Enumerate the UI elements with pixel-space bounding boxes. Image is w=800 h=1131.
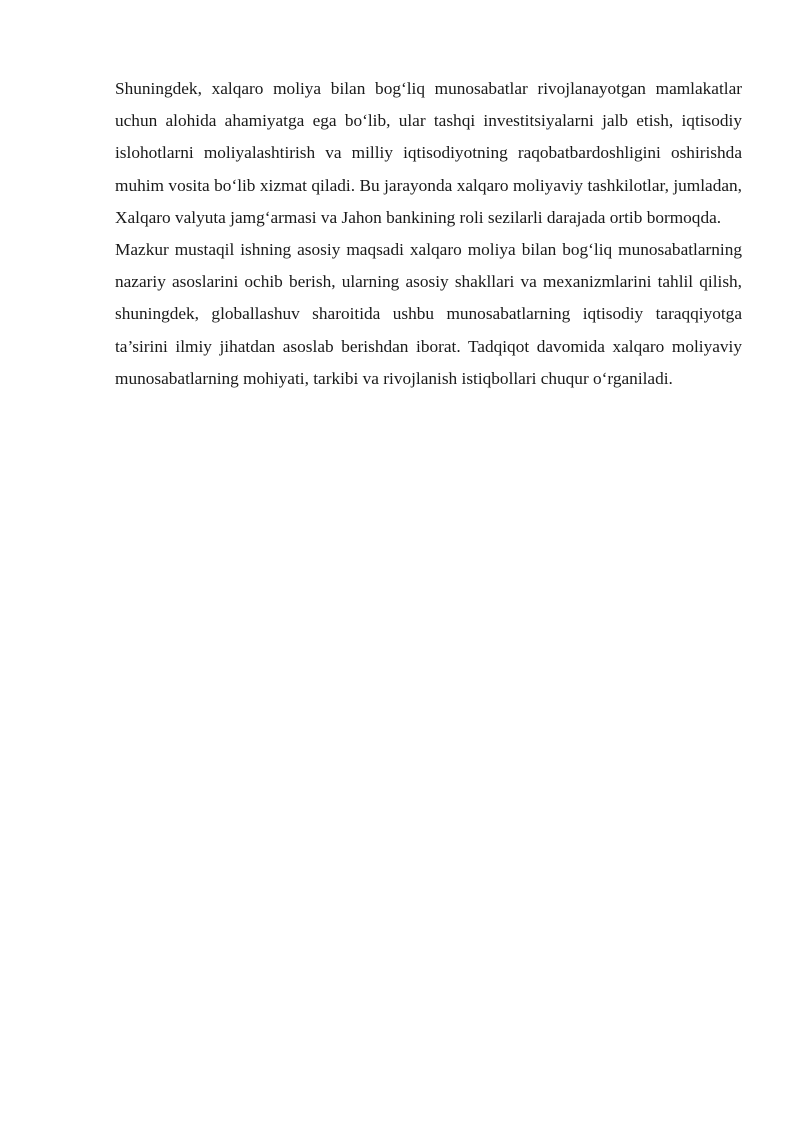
paragraph-1: Shuningdek, xalqaro moliya bilan bog‘liq munosabatlar rivojlanayotgan mamlakatlar uchun alohida ahamiyatga ega bo‘lib, ular tashqi investitsiyalarni jalb etish, iqtisodiy islohotlarni moliyalashtirish va milliy iqtisodiyotning raqobatbardoshligini oshirishda muhim vosita bo‘lib xizmat qiladi. Bu jarayonda xalqaro moliyaviy tashkilotlar, jumladan, Xalqaro valyuta jamg‘armasi va Jahon bankining roli sezilarli darajada ortib bormoqda. [115,79,742,227]
document-body [115,73,742,395]
paragraph-2: Mazkur mustaqil ishning asosiy maqsadi xalqaro moliya bilan bog‘liq munosabatlarning nazariy asoslarini ochib berish, ularning asosiy shakllari va mexanizmlarini tahlil qilish, shuningdek, globallashuv sharoitida ushbu munosabatlarning iqtisodiy taraqqiyotga ta’sirini ilmiy jihatdan asoslab berishdan iborat. Tadqiqot davomida xalqaro moliyaviy munosabatlarning mohiyati, tarkibi va rivojlanish istiqbollari chuqur o‘rganiladi. [115,240,742,388]
